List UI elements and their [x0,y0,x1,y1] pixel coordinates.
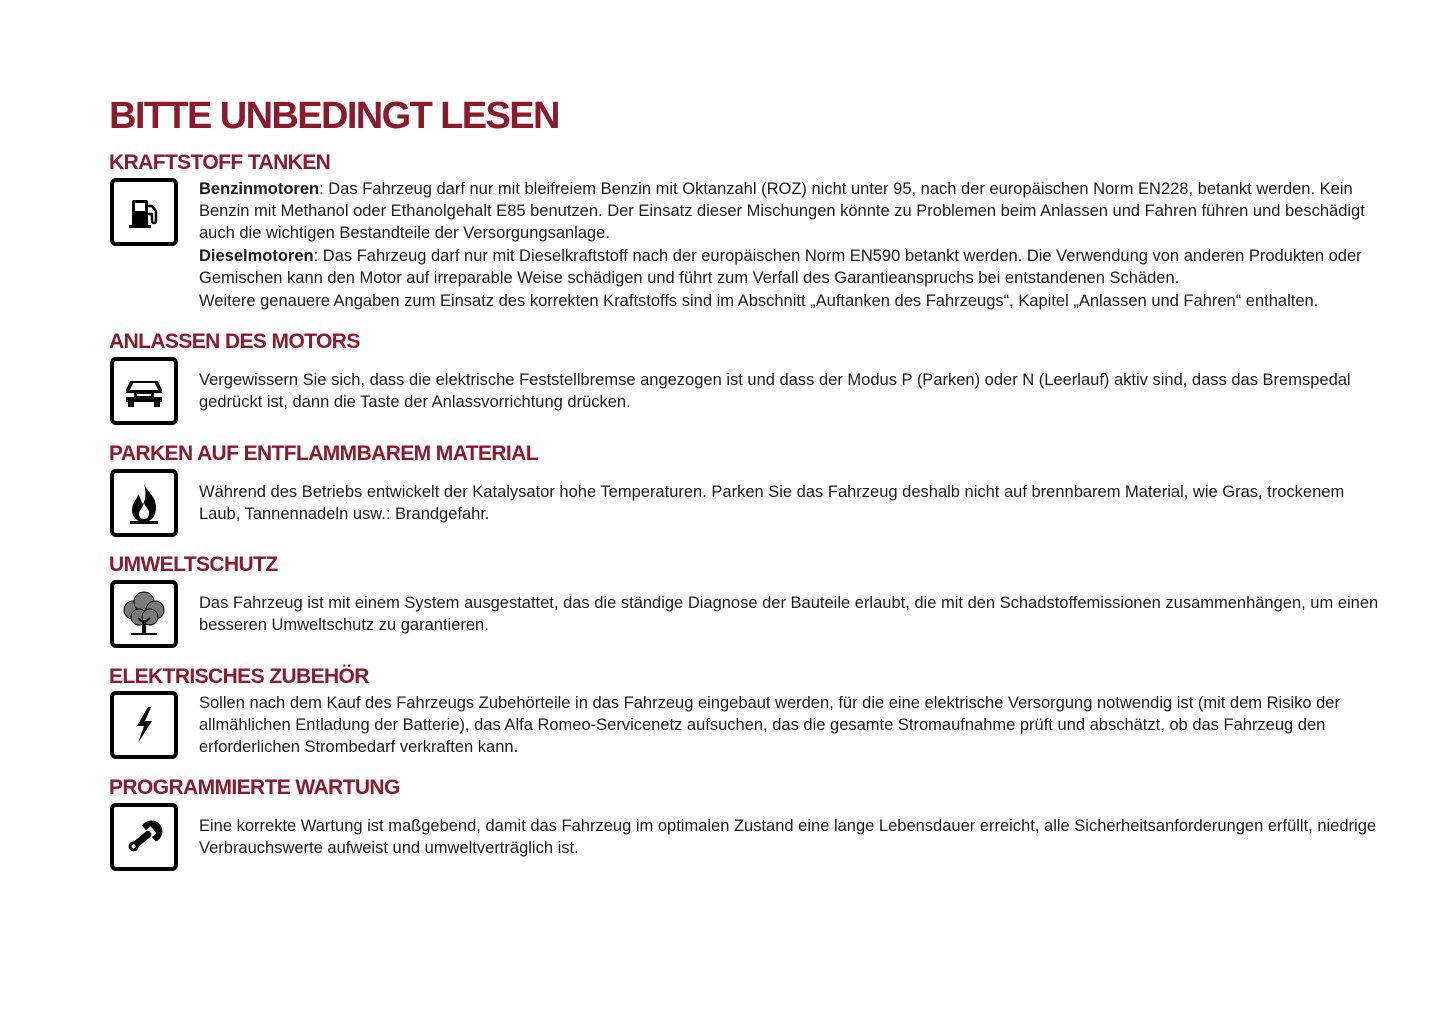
section-text-environment: Das Fahrzeug ist mit einem System ausgestattet, das die ständige Diagnose der Bauteile erlaubt, die mit den Schadstoffemissionen zusammenhängen, um einen besseren Umweltschutz zu garantieren. [199,594,1379,634]
diesel-label: Dieselmotoren [199,247,314,265]
section-text-maintenance: Eine korrekte Wartung ist maßgebend, damit das Fahrzeug im optimalen Zustand eine lange Lebensdauer erreicht, alle Sicherheitsanforderungen erfüllt, niedrige Verbrauchswerte aufweist und umweltverträglich ist. [199,817,1377,857]
diesel-paragraph [199,245,1379,289]
section-heading-fuel: KRAFTSTOFF TANKEN [109,151,331,174]
section-text-fuel [199,178,1379,312]
section-text-starting: Vergewissern Sie sich, dass die elektrische Feststellbremse angezogen ist und dass der Modus P (Parken) oder N (Leerlauf) aktiv sind, dass das Bremspedal gedrückt ist, dann die Taste der Anlassvorrichtung drücken. [199,371,1351,411]
section-heading-electrical: ELEKTRISCHES ZUBEHÖR [109,665,369,688]
tree-icon [110,580,178,648]
section-text-flammable: Während des Betriebs entwickelt der Katalysator hohe Temperaturen. Parken Sie das Fahrzeug deshalb nicht auf brennbarem Material, wie Gras, trockenem Laub, Tannennadeln usw.: Brandgefahr. [199,483,1345,523]
section-heading-starting: ANLASSEN DES MOTORS [109,330,360,353]
lightning-bolt-icon [110,691,178,759]
fuel-extra-paragraph: Weitere genauere Angaben zum Einsatz des korrekten Kraftstoffs sind im Abschnitt „Auftanken des Fahrzeugs“, Kapitel „Anlassen und Fahren“ enthalten. [199,292,1319,310]
petrol-paragraph [199,178,1379,244]
wrench-icon [110,803,178,871]
section-heading-flammable: PARKEN AUF ENTFLAMMBAREM MATERIAL [109,442,538,465]
section-heading-environment: UMWELTSCHUTZ [109,553,278,576]
section-heading-maintenance: PROGRAMMIERTE WARTUNG [109,776,400,799]
section-text-electrical: Sollen nach dem Kauf des Fahrzeugs Zubehörteile in das Fahrzeug eingebaut werden, für die eine elektrische Versorgung notwendig ist (mit dem Risiko der allmählichen Entladung der Batterie), das Alfa Romeo-Servicenetz aufsuchen, das die gesamte Stromaufnahme prüft und abschätzt, ob das Fahrzeug den erforderlichen Strombedarf verkraften kann. [199,694,1340,756]
petrol-text: : Das Fahrzeug darf nur mit bleifreiem Benzin mit Oktanzahl (ROZ) nicht unter 95, nach der europäischen Norm EN228, betankt werden. Kein Benzin mit Methanol oder Ethanolgehalt E85 benutzen. Der Einsatz dieser Mischungen könnte zu Problemen beim Anlassen und Fahren führen und beschädigt auch die wichtigen Bestandteile der Versorgungsanlage. [199,180,1365,242]
fuel-pump-icon [110,178,178,246]
flame-icon [110,469,178,537]
petrol-label: Benzinmotoren [199,180,320,198]
page-title: BITTE UNBEDINGT LESEN [109,95,559,137]
diesel-text: : Das Fahrzeug darf nur mit Dieselkraftstoff nach der europäischen Norm EN590 betankt werden. Die Verwendung von anderen Produkten oder Gemischen kann den Motor auf irreparable Weise schädigen und führt zum Verfall des Garantieanspruchs bei entstandenen Schäden. [199,247,1362,287]
car-front-icon [110,357,178,425]
